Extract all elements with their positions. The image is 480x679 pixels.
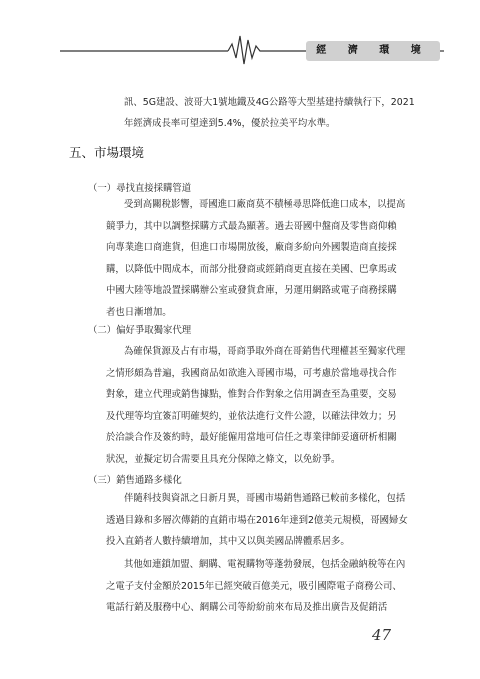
text-line: 購，以降低中間成本，而部分批發商或經銷商更直接在美國、巴拿馬或 [106, 263, 397, 275]
section-label: 經 濟 環 境 [306, 41, 440, 61]
text-line: 電話行銷及服務中心、網購公司等紛紛前來布局及推出廣告及促銷活 [106, 602, 388, 613]
page-header [0, 0, 480, 70]
text-line: 競爭力，其中以調整採購方式最為顯著。過去哥國中盤商及零售商仰賴 [106, 220, 397, 232]
subsection-body-3 [106, 488, 420, 553]
text-line: 伴隨科技與資訊之日新月異，哥國市場銷售通路已較前多樣化，包括 [124, 493, 406, 504]
subsection-body-2 [106, 341, 420, 470]
text-line: 中國大陸等地設置採購辦公室或發貨倉庫，另運用網路或電子商務採購 [106, 285, 397, 296]
closing-paragraph [106, 554, 420, 619]
subsection-heading-2: （二）偏好爭取獨家代理 [88, 325, 192, 336]
subsection-heading-3: （三）銷售通路多樣化 [88, 475, 182, 486]
page-number: 47 [372, 626, 392, 644]
text-line: 為確保貨源及占有市場，哥商爭取外商在哥銷售代理權甚至獨家代理 [124, 346, 406, 357]
text-line: 其他如連鎖加盟、網購、電視購物等蓬勃發展，包括金融納稅等在內 [124, 559, 406, 570]
subsection-body-1 [106, 194, 420, 323]
text-line: 於洽談合作及簽約時，最好能僱用當地可信任之專業律師妥適研析相關 [106, 432, 397, 443]
intro-paragraph [124, 92, 420, 114]
text-line: 透過目錄和多層次傳銷的直銷市場在2016年達到2億美元規模，哥國婦女 [106, 514, 408, 526]
text-line: 及代理等均宜簽訂明確契約，並依法進行文件公證，以確法律效力；另 [106, 410, 397, 422]
text-line: 向專業進口商進貨，但進口市場開放後，廠商多紛向外國製造商直接採 [106, 242, 397, 253]
text-line: 狀況，並擬定切合需要且具充分保障之條文，以免紛爭。 [106, 453, 341, 465]
text-line: 之情形頗為普遍，我國商品如欲進入哥國市場，可考慮於當地尋找合作 [106, 367, 397, 379]
section-title: 五、市場環境 [69, 145, 145, 160]
subsection-heading-1: （一）尋找直接採購管道 [88, 183, 192, 194]
text-line: 投入直銷者人數持續增加，其中又以與美國品牌體系居多。 [106, 536, 350, 547]
text-line: 訊、5G建設、波哥大1號地鐵及4G公路等大型基建持續執行下，2021 [124, 97, 415, 108]
text-line: 對象，建立代理或銷售據點，惟對合作對象之信用調查至為重要，交易 [106, 389, 397, 400]
text-line: 之電子支付金額於2015年已經突破百億美元，吸引國際電子商務公司、 [106, 580, 402, 592]
text-line: 者也日漸增加。 [106, 306, 172, 318]
intro-paragraph-2 [124, 113, 420, 135]
text-line: 年經濟成長率可望達到5.4%，優於拉美平均水準。 [124, 118, 336, 129]
text-line: 受到高關稅影響，哥國進口廠商莫不積極尋思降低進口成本，以提高 [124, 199, 406, 210]
